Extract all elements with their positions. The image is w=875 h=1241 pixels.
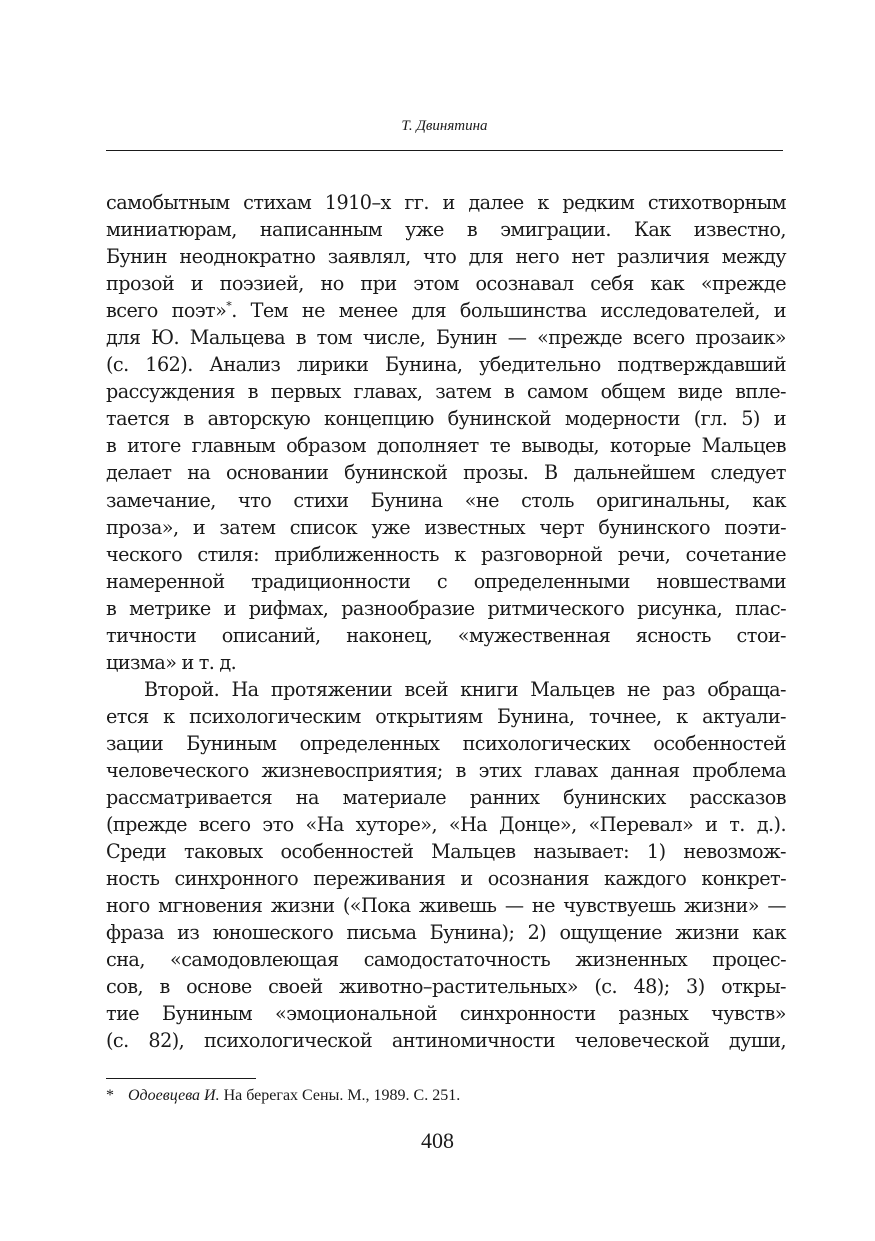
text-line: Бунин неоднократно заявлял, что для него нет различия между [106, 245, 786, 269]
text-line: ется к психологическим открытиям Бунина, точнее, к актуали- [106, 704, 786, 728]
text-line: в метрике и рифмах, разнообразие ритмического рисунка, плас- [106, 596, 786, 620]
footnote-author: Одоевцева И. [128, 1087, 220, 1104]
header-rule [106, 150, 783, 151]
page-number: 408 [421, 1128, 454, 1153]
text-line: (с. 162). Анализ лирики Бунина, убедительно подтверждавший [106, 353, 786, 377]
text-line: фраза из юношеского письма Бунина); 2) ощущение жизни как [106, 921, 786, 945]
text-line: намеренной традиционности с определенными новшествами [106, 569, 786, 593]
text-line: тичности описаний, наконец, «мужественная ясность стои- [106, 623, 786, 647]
running-header: Т. Двинятина [401, 118, 488, 134]
text-line: сна, «самодовлеющая самодостаточность жизненных процес- [106, 948, 786, 972]
footnote-reference: * [226, 299, 232, 313]
text-line: Среди таковых особенностей Мальцев называет: 1) невозмож- [106, 840, 786, 864]
text-line: зации Буниным определенных психологических особенностей [106, 731, 786, 755]
footnote [106, 1087, 786, 1105]
text-line: ческого стиля: приближенность к разговорной речи, сочетание [106, 542, 786, 566]
text-line: замечание, что стихи Бунина «не столь оригинальны, как [106, 488, 786, 512]
paragraph-start-line: Второй. На протяжении всей книги Мальцев не раз обраща- [144, 677, 786, 701]
footnote-text: На берегах Сены. М., 1989. С. 251. [219, 1087, 461, 1104]
text-line: рассуждения в первых главах, затем в самом общем виде впле- [106, 380, 786, 404]
text-line: (прежде всего это «На хуторе», «На Донце», «Перевал» и т. д.). [106, 813, 786, 837]
text-line: проза», и затем список уже известных черт бунинского поэти- [106, 515, 786, 539]
text-line: тие Буниным «эмоциональной синхронности разных чувств» [106, 1002, 786, 1026]
main-text [106, 189, 786, 1055]
text-line: ного мгновения жизни («Пока живешь — не чувствуешь жизни» — [106, 894, 786, 918]
paragraph-end-line: цизма» и т. д. [106, 650, 237, 674]
text-line: прозой и поэзией, но при этом осознавал себя как «прежде [106, 272, 786, 296]
text-line: для Ю. Мальцева в том числе, Бунин — «прежде всего прозаик» [106, 326, 786, 350]
text-line: миниатюрам, написанным уже в эмиграции. Как известно, [106, 218, 786, 242]
footnote-rule [106, 1078, 256, 1079]
text-line: тается в авторскую концепцию бунинской модерности (гл. 5) и [106, 407, 786, 431]
text-line: рассматривается на материале ранних бунинских рассказов [106, 786, 786, 810]
text-line-with-footnote [106, 297, 786, 324]
text-segment: всего поэт» [106, 299, 227, 323]
text-line: ность синхронного переживания и осознания каждого конкрет- [106, 867, 786, 891]
text-line: делает на основании бунинской прозы. В дальнейшем следует [106, 461, 786, 485]
text-line: сов, в основе своей животно–растительных» (с. 48); 3) откры- [106, 975, 786, 999]
text-line: человеческого жизневосприятия; в этих главах данная проблема [106, 758, 786, 782]
text-segment: . Тем не менее для большинства исследователей, и [231, 299, 787, 323]
text-line: самобытным стихам 1910–х гг. и далее к редким стихотворным [106, 191, 786, 214]
text-line: в итоге главным образом дополняет те выводы, которые Мальцев [106, 434, 786, 458]
footnote-marker: * [106, 1087, 114, 1104]
text-line: (с. 82), психологической антиномичности человеческой души, [106, 1029, 786, 1053]
